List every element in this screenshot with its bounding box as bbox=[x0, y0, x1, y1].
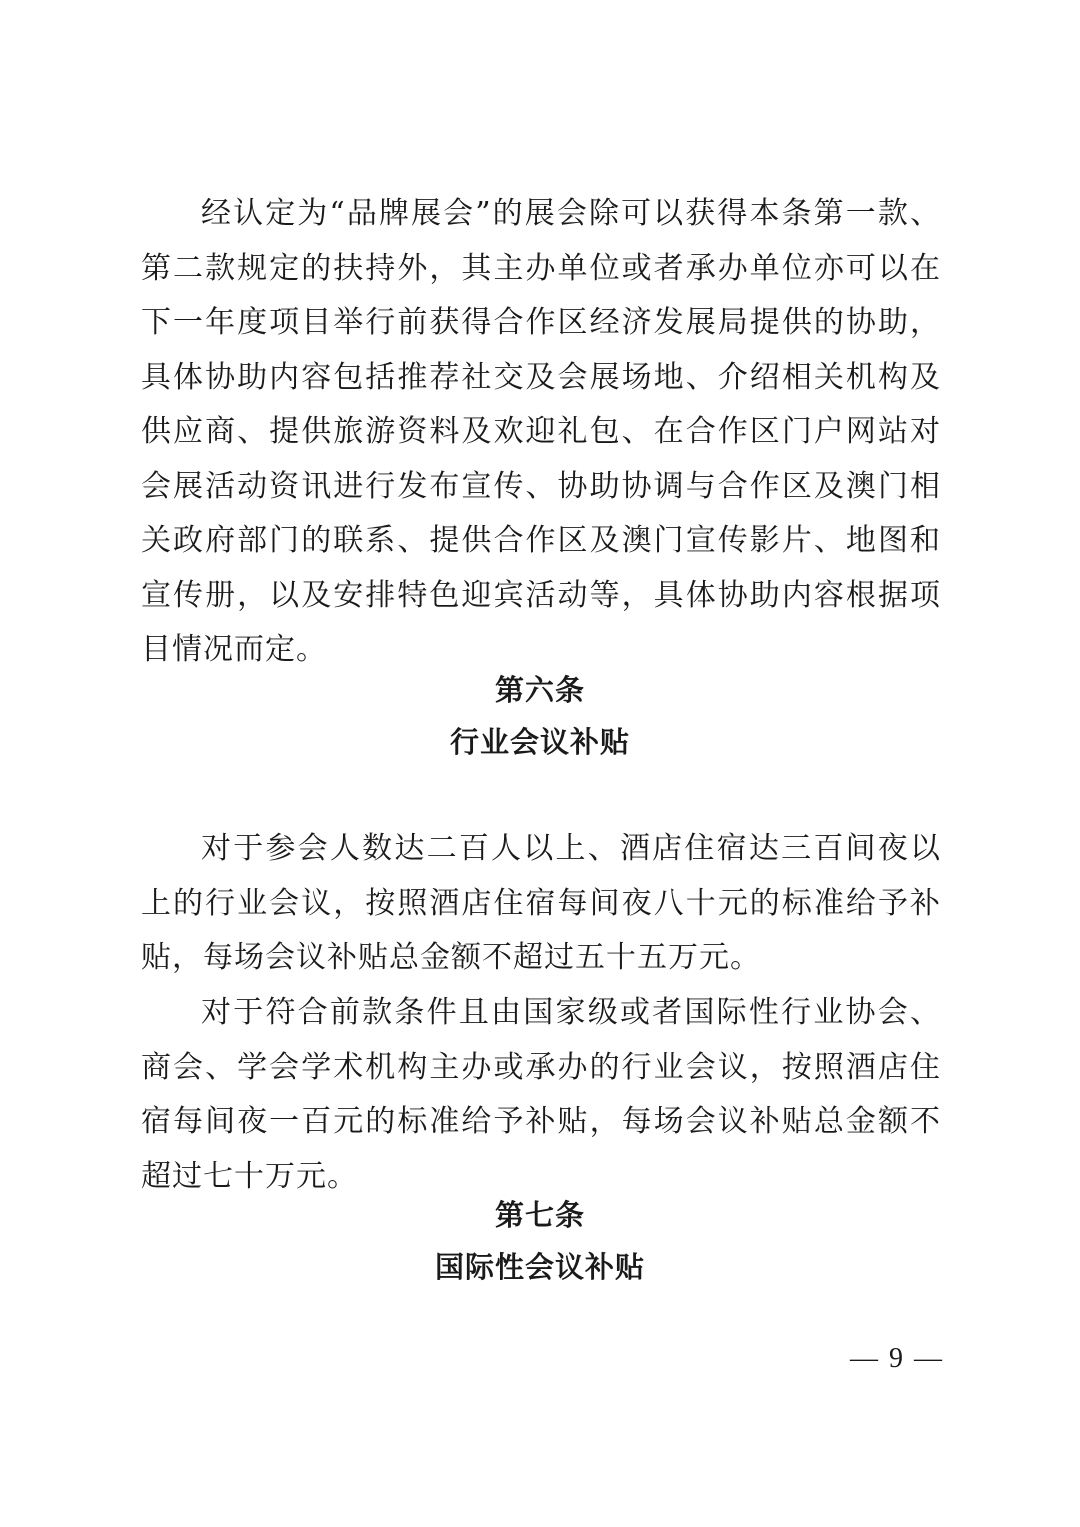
paragraph-industry-meeting-subsidy: 对于参会人数达二百人以上、酒店住宿达三百间夜以上的行业会议，按照酒店住宿每间夜八十元的标准给予补贴，每场会议补贴总金额不超过五十五万元。 bbox=[141, 831, 941, 975]
article-7-number: 第七条 bbox=[494, 1198, 585, 1232]
article-7-title: 国际性会议补贴 bbox=[434, 1250, 645, 1284]
paragraph-national-association-subsidy: 对于符合前款条件且由国家级或者国际性行业协会、商会、学会学术机构主办或承办的行业会议，按照酒店住宿每间夜一百元的标准给予补贴，每场会议补贴总金额不超过七十万元。 bbox=[141, 995, 941, 1194]
paragraph-brand-exhibition-assistance: 经认定为“品牌展会”的展会除可以获得本条第一款、第二款规定的扶持外，其主办单位或者承办单位亦可以在下一年度项目举行前获得合作区经济发展局提供的协助，具体协助内容包括推荐社交及会展场地、介绍相关机构及供应商、提供旅游资料及欢迎礼包、在合作区门户网站对会展活动资讯进行发布宣传、协助协调与合作区及澳门相关政府部门的联系、提供合作区及澳门宣传影片、地图和宣传册，以及安排特色迎宾活动等，具体协助内容根据项目情况而定。 bbox=[141, 196, 941, 667]
article-6-number: 第六条 bbox=[494, 673, 585, 707]
page-number: — 9 — bbox=[850, 1343, 944, 1374]
article-6-title: 行业会议补贴 bbox=[449, 725, 630, 759]
